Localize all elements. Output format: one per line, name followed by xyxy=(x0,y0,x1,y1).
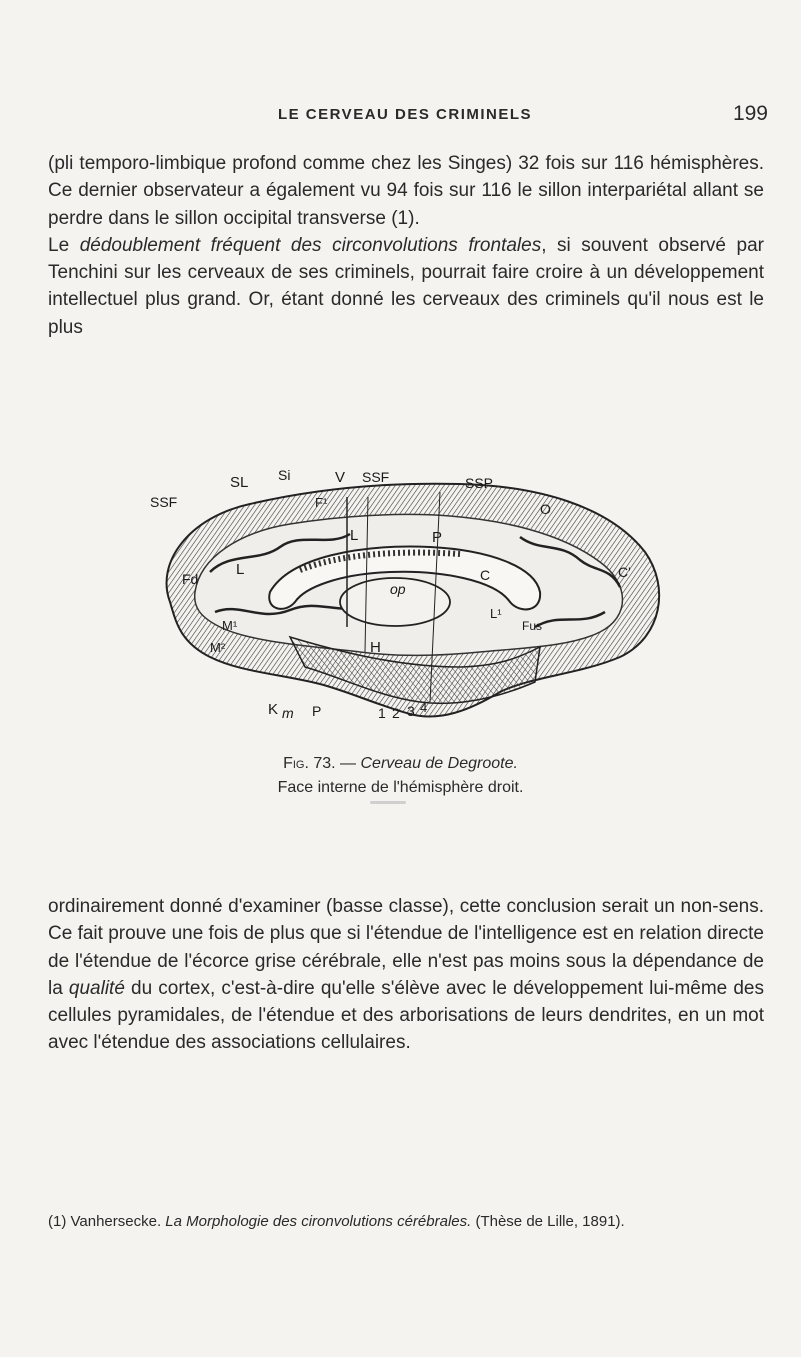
body-text-bottom xyxy=(48,893,764,1057)
label-o: O xyxy=(540,501,551,517)
label-c-prime: C' xyxy=(618,564,631,580)
paragraph-3-italic: qualité xyxy=(68,977,125,999)
label-l-left: L xyxy=(236,561,245,578)
figure-caption xyxy=(0,752,801,800)
label-fd: Fd xyxy=(182,571,199,587)
paragraph-2-rest: , si souvent observé par Tenchini sur les cerveaux de ses criminels, pourrait faire croire à un développement intellectuel plus grand. Or, étant donné les cerveaux des criminels qu'il nous est le plus xyxy=(48,234,764,338)
brain-figure xyxy=(140,452,675,737)
label-h: H xyxy=(370,639,381,656)
label-c: C xyxy=(480,567,491,583)
caption-dash: — xyxy=(335,755,361,772)
label-ssp: SSP xyxy=(465,475,494,491)
label-n4: 4 xyxy=(420,700,428,715)
caption-line-2: Face interne de l'hémisphère droit. xyxy=(277,779,524,796)
label-p: P xyxy=(432,529,443,546)
label-sl: SL xyxy=(230,474,249,491)
label-m: m xyxy=(282,705,294,721)
label-ssf-top: SSF xyxy=(362,469,390,485)
label-f1: F¹ xyxy=(315,495,328,510)
footnote-rest: (Thèse de Lille, 1891). xyxy=(471,1213,625,1230)
paragraph-2-italic: dédoublement fréquent des circonvolutions frontales xyxy=(79,234,542,256)
label-m2: M² xyxy=(210,640,226,655)
label-n2: 2 xyxy=(392,705,400,721)
print-smudge xyxy=(370,801,406,804)
label-n3: 3 xyxy=(407,703,415,719)
caption-fig-title: Cerveau de Degroote. xyxy=(360,755,518,772)
paragraph-3-part2: du cortex, c'est-à-dire qu'elle s'élève avec le développement lui-même des cellules pyramidales, de l'étendue et des arborisations de leurs dendrites, en un mot avec l'étendue des associations cellulaires. xyxy=(48,977,764,1054)
label-si: Si xyxy=(278,467,291,483)
page-header xyxy=(42,104,768,134)
caption-line-1 xyxy=(0,752,801,776)
label-p-bottom: P xyxy=(312,703,322,719)
brain-illustration xyxy=(140,452,675,737)
label-op: op xyxy=(390,581,406,597)
running-title: LE CERVEAU DES CRIMINELS xyxy=(277,106,533,123)
paragraph-1: (pli temporo-limbique profond comme chez les Singes) 32 fois sur 116 hémisphères. Ce dernier observateur a également vu 94 fois sur 116 le sillon interpariétal allant se perdre dans le sillon occipital transverse (1). xyxy=(48,153,764,229)
page-number: 199 xyxy=(732,102,768,125)
label-v: V xyxy=(335,469,346,486)
footnote-lead: (1) Vanhersecke. xyxy=(48,1213,166,1230)
body-text-top xyxy=(48,150,764,341)
paragraph-2 xyxy=(48,232,764,341)
label-m1: M¹ xyxy=(222,618,238,633)
caption-fig-label: Fig. 73. xyxy=(283,755,336,772)
label-n1: 1 xyxy=(378,705,386,721)
label-l1: L¹ xyxy=(490,606,502,621)
label-l-upper: L xyxy=(350,527,359,544)
label-k: K xyxy=(268,701,279,718)
label-ssf-left: SSF xyxy=(150,494,178,510)
footnote-italic: La Morphologie des cironvolutions cérébrales. xyxy=(165,1213,472,1230)
paragraph-2-lead: Le xyxy=(48,234,80,256)
label-fus: Fus xyxy=(522,619,543,633)
paragraph-3-part1: ordinairement donné d'examiner (basse classe), cette conclusion serait un non-sens. Ce fait prouve une fois de plus que si l'étendue de l'intelligence est en relation directe de l'étendue de l'écorce grise cérébrale, elle n'est pas moins sous la dépendance de la xyxy=(48,896,764,999)
paragraph-3 xyxy=(48,893,764,1057)
footnote xyxy=(48,1211,764,1233)
